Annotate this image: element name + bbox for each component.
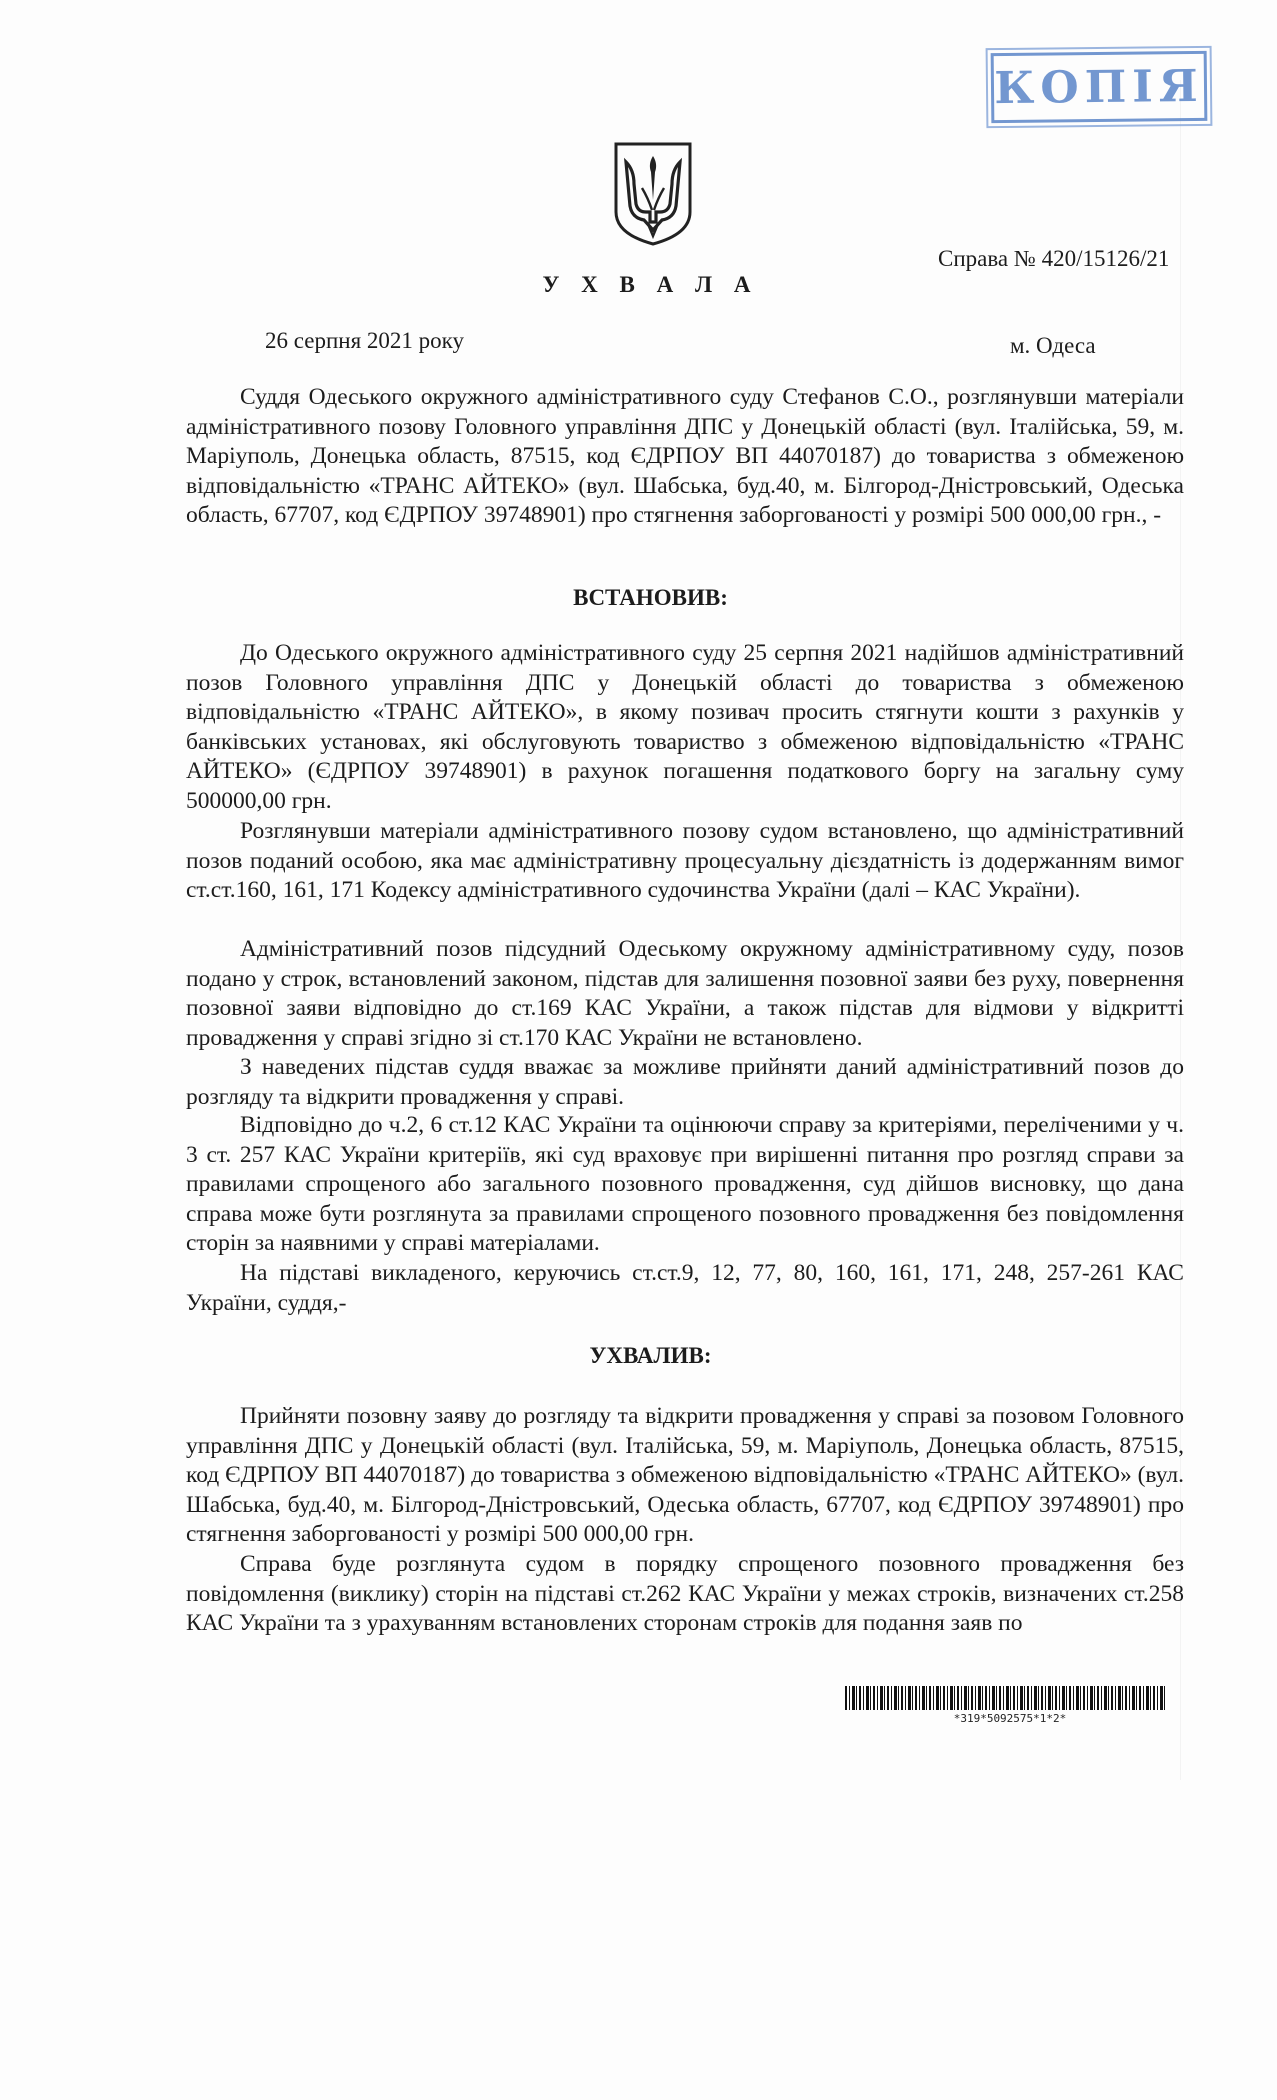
document-city: м. Одеса (1010, 333, 1096, 358)
ruled-paragraph: Справа буде розглянута судом в порядку спрощеного позовного провадження без повідомлення (виклику) сторін на підставі ст.262 КАС України у межах строків, визначених ст.258 КАС України та з урахуванням встановлених сторонам строків для подання заяв по (186, 1551, 1184, 1636)
document-title: У Х В А Л А (542, 272, 759, 297)
copy-stamp-text: КОПІЯ (994, 60, 1204, 114)
barcode (845, 1686, 1175, 1725)
document-date: 26 серпня 2021 року (265, 328, 464, 353)
established-paragraph: З наведених підстав суддя вважає за можливе прийняти даний адміністративний позов до розгляду та відкрити провадження у справі. (186, 1054, 1184, 1110)
ruled-paragraph: Прийняти позовну заяву до розгляду та відкрити провадження у справі за позовом Головного управління ДПС у Донецькій області (вул. Італійська, 59, м. Маріуполь, Донецька область, 87515, код ЄДРПОУ ВП 44070187) до товариства з обмеженою відповідальністю «ТРАНС АЙТЕКО» (вул. Шабська, буд.40, м. Білгород-Дністровський, Одеська область, 67707, код ЄДРПОУ 39748901) про стягнення заборгованості у розмірі 500 000,00 грн. (186, 1403, 1185, 1547)
barcode-bars (845, 1686, 1167, 1710)
trident-emblem-icon (612, 140, 694, 248)
established-paragraph: До Одеського окружного адміністративного суду 25 серпня 2021 надійшов адміністративний позов Головного управління ДПС у Донецькій області до товариства з обмеженою відповідальністю «ТРАНС АЙТЕКО», в якому позивач просить стягнути кошти з рахунків у банківських установах, які обслуговують товариство з обмеженою відповідальністю «ТРАНС АЙТЕКО» (ЄДРПОУ 39748901) в рахунок погашення податкового боргу на загальну суму 500000,00 грн. (186, 640, 1184, 814)
case-number: Справа № 420/15126/21 (938, 246, 1170, 271)
established-paragraph: Розглянувши матеріали адміністративного позову судом встановлено, що адміністративний позов поданий особою, яка має адміністративну процесуальну дієздатність із додержанням вимог ст.ст.160, 161, 171 Кодексу адміністративного судочинства України (далі – КАС України). (186, 818, 1184, 903)
established-paragraph: Відповідно до ч.2, 6 ст.12 КАС України та оцінюючи справу за критеріями, переліченими у ч. 3 ст. 257 КАС України критеріїв, які суд враховує при вирішенні питання про розгляд справи за правилами спрощеного або загального позовного провадження, суд дійшов висновку, що дана справа може бути розглянута за правилами спрощеного позовного провадження без повідомлення сторін за наявними у справі матеріалами. (186, 1112, 1184, 1256)
established-paragraph: На підставі викладеного, керуючись ст.ст.9, 12, 77, 80, 160, 161, 171, 248, 257-261 КАС України, суддя,- (186, 1260, 1184, 1316)
established-paragraph: Адміністративний позов підсудний Одеському окружному адміністративному суду, позов подано у строк, встановлений законом, підстав для залишення позовної заяви без руху, повернення позовної заяви відповідно до ст.169 КАС України, а також підстав для відмови у відкритті провадження у справі згідно зі ст.170 КАС України не встановлено. (186, 936, 1184, 1051)
ruled-heading: УХВАЛИВ: (589, 1343, 712, 1368)
established-heading: ВСТАНОВИВ: (573, 585, 728, 610)
intro-paragraph: Суддя Одеського окружного адміністративного суду Стефанов С.О., розглянувши матеріали адміністративного позову Головного управління ДПС у Донецькій області (вул. Італійська, 59, м. Маріуполь, Донецька область, 87515, код ЄДРПОУ ВП 44070187) до товариства з обмеженою відповідальністю «ТРАНС АЙТЕКО» (вул. Шабська, буд.40, м. Білгород-Дністровський, Одеська область, 67707, код ЄДРПОУ 39748901) про стягнення заборгованості у розмірі 500 000,00 грн., - (186, 384, 1184, 528)
barcode-text: *319*5092575*1*2* (953, 1712, 1067, 1725)
copy-stamp (991, 51, 1208, 123)
